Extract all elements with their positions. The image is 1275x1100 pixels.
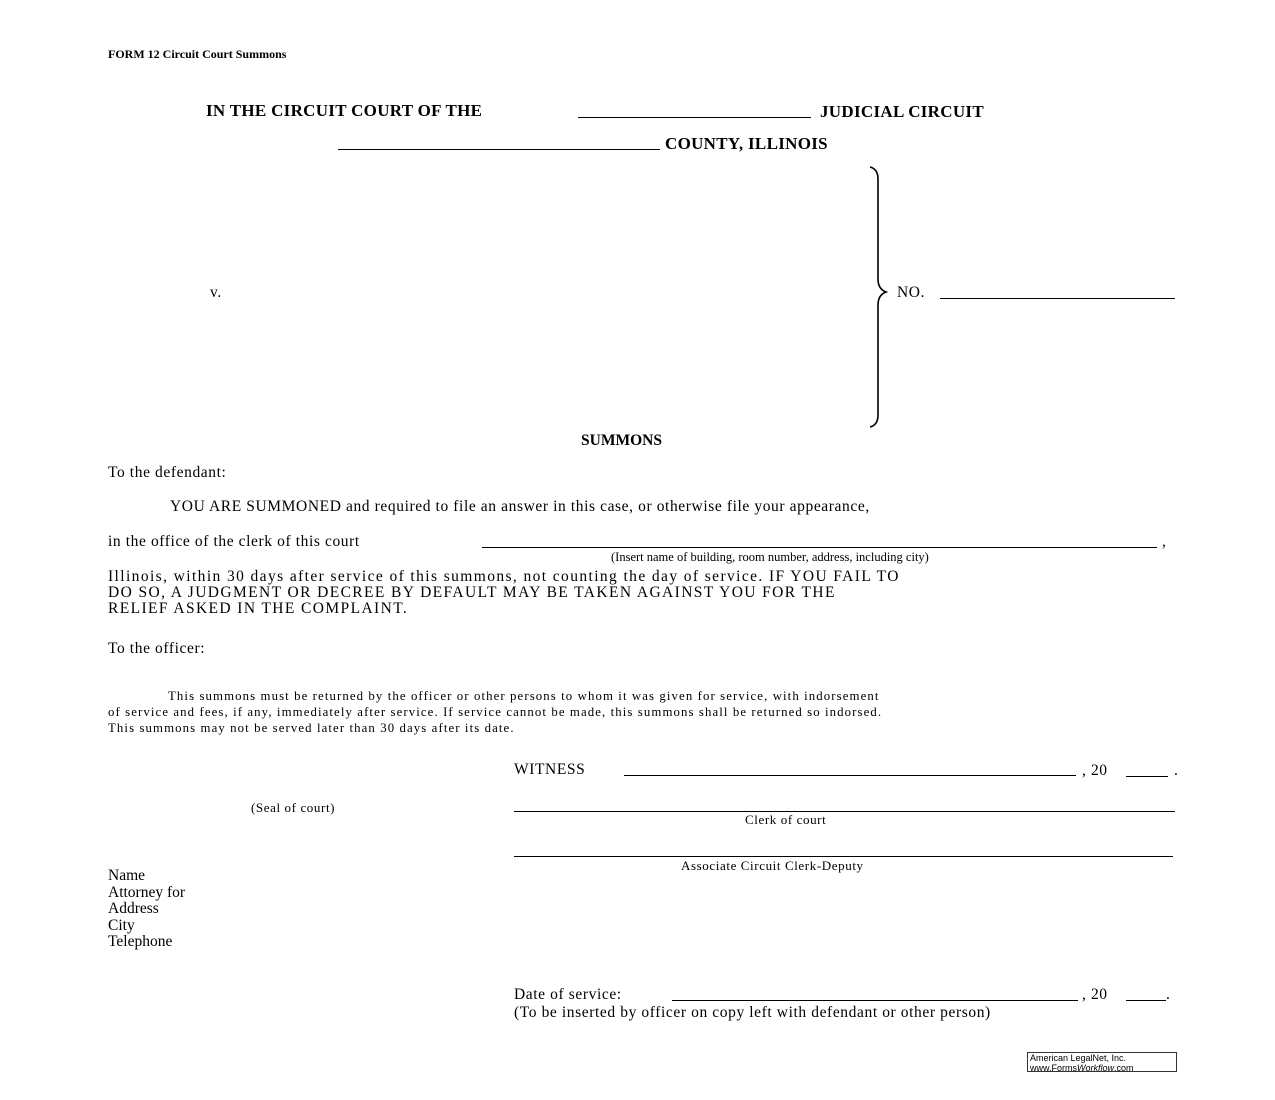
seal-of-court-label: (Seal of court) — [251, 800, 336, 815]
attorney-name-label: Name — [108, 867, 146, 884]
versus-label: v. — [210, 284, 222, 301]
default-warning-line-2: DO SO, A JUDGMENT OR DECREE BY DEFAULT MAY BE TAKEN AGAINST YOU FOR THE — [108, 584, 836, 601]
deputy-clerk-label: Associate Circuit Clerk-Deputy — [681, 858, 864, 873]
service-note: (To be inserted by officer on copy left with defendant or other person) — [514, 1004, 991, 1021]
date-of-service-label: Date of service: — [514, 986, 622, 1003]
county-label: COUNTY, ILLINOIS — [665, 134, 828, 153]
american-legalnet-logo — [1027, 1052, 1177, 1072]
to-defendant-label: To the defendant: — [108, 464, 227, 481]
witness-year-prefix: , 20 — [1082, 762, 1108, 779]
brand-name: American LegalNet, Inc. — [1030, 1053, 1127, 1063]
default-warning-line-1: Illinois, within 30 days after service of this summons, not counting the day of service. IF YOU FAIL TO — [108, 568, 900, 585]
clerk-office-address-blank[interactable] — [482, 547, 1157, 548]
deputy-signature-line[interactable] — [514, 856, 1173, 857]
court-title-left: IN THE CIRCUIT COURT OF THE — [206, 101, 483, 120]
form-label: FORM 12 Circuit Court Summons — [108, 47, 287, 61]
date-of-service-blank[interactable] — [672, 1000, 1078, 1001]
service-year-prefix: , 20 — [1082, 986, 1108, 1003]
court-title-right: JUDICIAL CIRCUIT — [820, 102, 984, 121]
case-number-label: NO. — [897, 284, 926, 301]
attorney-city-label: City — [108, 916, 135, 934]
clerk-signature-line[interactable] — [514, 811, 1175, 812]
officer-instructions-line-3: This summons may not be served later than 30 days after its date. — [108, 721, 515, 735]
clerk-office-comma: , — [1162, 533, 1167, 550]
clerk-of-court-label: Clerk of court — [745, 812, 827, 827]
attorney-telephone-label: Telephone — [108, 933, 173, 950]
insert-address-hint: (Insert name of building, room number, address, including city) — [611, 550, 929, 564]
caption-brace-icon — [868, 165, 888, 430]
officer-instructions-line-1: This summons must be returned by the officer or other persons to whom it was given for service, with indorsement — [168, 689, 880, 703]
summons-title: SUMMONS — [581, 432, 662, 449]
service-year-blank[interactable] — [1126, 1000, 1166, 1001]
county-name-blank[interactable] — [338, 149, 660, 150]
officer-instructions-line-2: of service and fees, if any, immediately after service. If service cannot be made, this summons shall be returned so indorsed. — [108, 705, 883, 719]
default-warning-line-3: RELIEF ASKED IN THE COMPLAINT. — [108, 600, 409, 617]
witness-name-blank[interactable] — [624, 775, 1076, 776]
to-officer-label: To the officer: — [108, 640, 206, 657]
service-period: . — [1166, 986, 1171, 1003]
brand-url: www.FormsWorkflow.com — [1030, 1062, 1134, 1073]
summoned-line: YOU ARE SUMMONED and required to file an answer in this case, or otherwise file your appearance, — [170, 498, 870, 515]
case-number-blank[interactable] — [940, 298, 1175, 299]
attorney-info-block — [108, 868, 185, 951]
attorney-address-label: Address — [108, 900, 159, 917]
witness-label: WITNESS — [514, 761, 586, 778]
circuit-number-blank[interactable] — [578, 117, 811, 118]
witness-period: . — [1174, 762, 1179, 779]
attorney-for-label: Attorney for — [108, 883, 186, 901]
clerk-office-label: in the office of the clerk of this court — [108, 533, 360, 550]
witness-year-blank[interactable] — [1126, 776, 1168, 777]
